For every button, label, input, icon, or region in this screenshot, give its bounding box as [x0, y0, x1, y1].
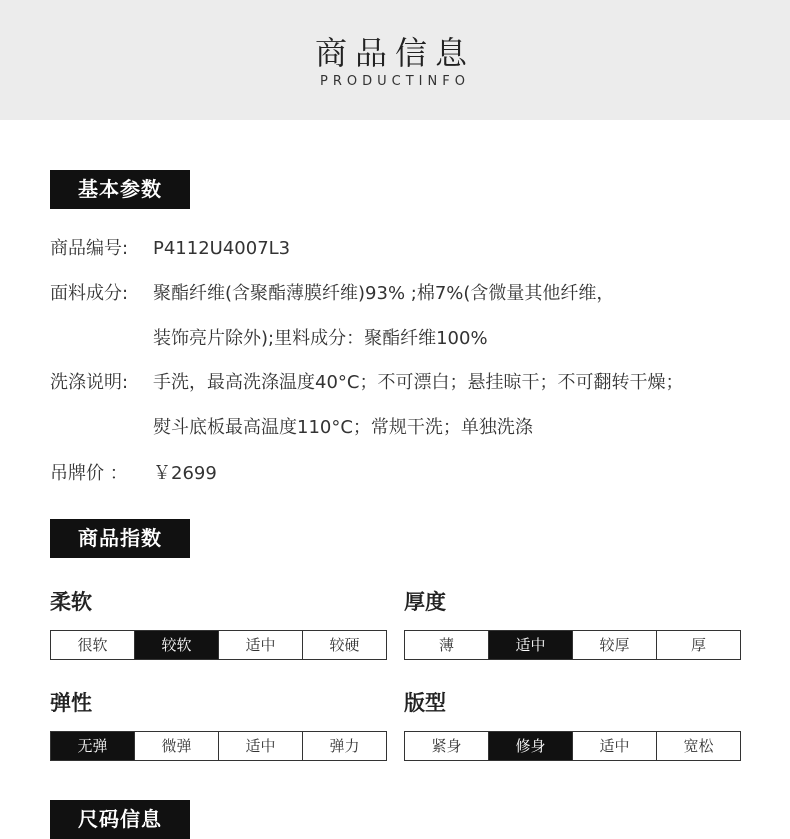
param-fabric-continued: 装饰亮片除外);里料成分：聚酯纤维100% — [153, 328, 488, 349]
index-title-elasticity: 弹性 — [50, 691, 92, 715]
scale-option-selected: 修身 — [488, 732, 572, 760]
param-product-code — [50, 237, 290, 261]
param-value: ￥2699 — [153, 463, 217, 484]
section-badge-product-index: 商品指数 — [50, 519, 190, 558]
scale-option: 宽松 — [656, 732, 740, 760]
param-value: 聚酯纤维(含聚酯薄膜纤维)93% ;棉7%(含微量其他纤维， — [153, 283, 615, 304]
scale-option: 适中 — [218, 732, 302, 760]
page-subtitle: PRODUCTINFO — [320, 74, 470, 89]
param-label: 吊牌价 ： — [50, 463, 128, 484]
scale-option: 微弹 — [134, 732, 218, 760]
scale-option: 紧身 — [431, 737, 462, 755]
index-title-softness: 柔软 — [50, 590, 92, 614]
param-label: 商品编号: — [50, 238, 129, 259]
page-title: 商品信息 — [314, 34, 475, 72]
thickness-scale — [404, 630, 741, 660]
param-value: P4112U4007L3 — [153, 238, 291, 259]
param-tag-price — [50, 462, 217, 486]
scale-option: 薄 — [438, 636, 454, 654]
page-header — [0, 0, 790, 120]
param-value: 手洗，最高洗涤温度40°C；不可漂白；悬挂晾干；不可翻转干燥； — [153, 372, 684, 393]
param-label: 面料成分: — [50, 283, 129, 304]
scale-option: 较硬 — [302, 631, 386, 659]
section-badge-basic-params: 基本参数 — [50, 170, 190, 209]
param-washing-continued: 熨斗底板最高温度110°C；常规干洗；单独洗涤 — [153, 417, 533, 438]
scale-option: 厚 — [656, 631, 740, 659]
param-fabric — [50, 282, 614, 306]
scale-option-selected: 适中 — [488, 631, 572, 659]
scale-option: 适中 — [572, 732, 656, 760]
index-title-thickness: 厚度 — [404, 590, 446, 614]
scale-option: 适中 — [218, 631, 302, 659]
elasticity-scale — [50, 731, 387, 761]
section-badge-size-info: 尺码信息 — [50, 800, 190, 839]
scale-option: 弹力 — [302, 732, 386, 760]
scale-option: 很软 — [77, 636, 108, 654]
softness-scale — [50, 630, 387, 660]
index-title-fit: 版型 — [404, 691, 446, 715]
scale-option-selected: 较软 — [134, 631, 218, 659]
param-washing — [50, 371, 683, 395]
scale-option-selected: 无弹 — [51, 732, 134, 760]
fit-scale — [404, 731, 741, 761]
scale-option: 较厚 — [572, 631, 656, 659]
param-label: 洗涤说明: — [50, 372, 129, 393]
